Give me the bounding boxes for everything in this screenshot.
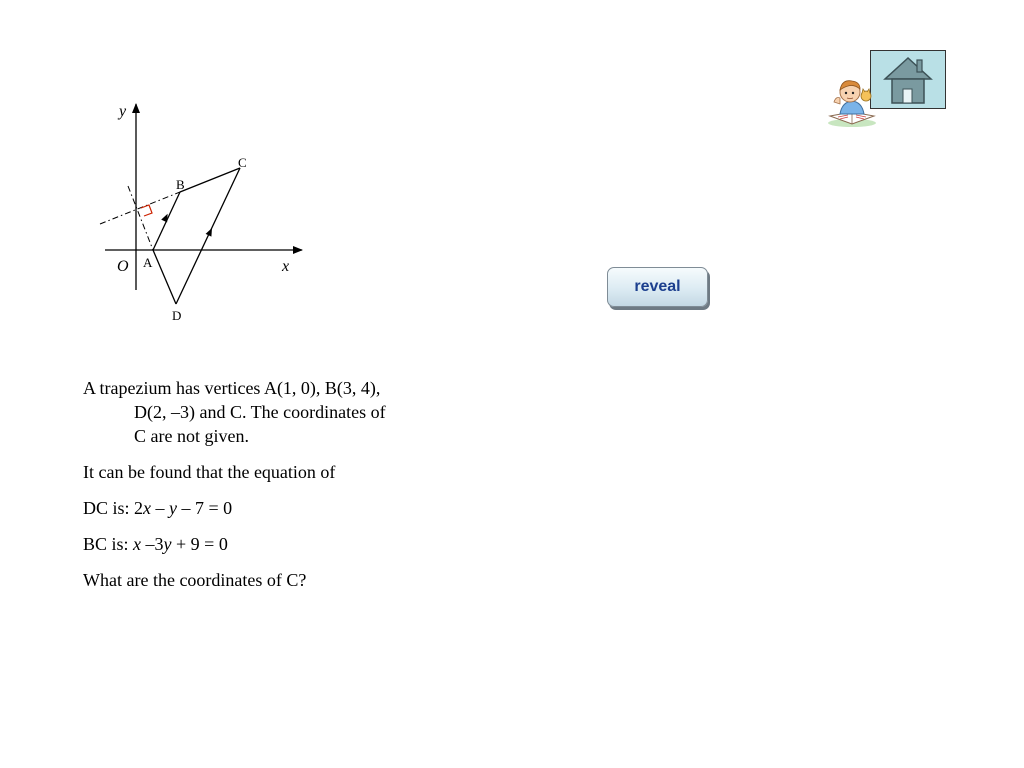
- side-da: [153, 250, 176, 304]
- question-line-2: D(2, –3) and C. The coordinates of: [134, 402, 386, 422]
- question-text: [83, 376, 443, 604]
- equation-bc: BC is: x –3y + 9 = 0: [83, 534, 228, 554]
- x-axis-label: x: [282, 258, 290, 275]
- question-line-3: C are not given.: [134, 426, 249, 446]
- point-c-label: C: [238, 155, 247, 170]
- side-cd: [176, 168, 240, 304]
- home-button[interactable]: [870, 50, 946, 109]
- parallel-arrow-ab: [161, 214, 167, 223]
- perpendicular-line-through-a: [128, 186, 153, 250]
- question-line-1: A trapezium has vertices A(1, 0), B(3, 4),: [83, 378, 381, 398]
- y-axis-label: y: [119, 103, 127, 120]
- question-paragraph-vertices: [83, 376, 443, 448]
- trapezium-diagram: [95, 95, 315, 330]
- point-b-label: B: [176, 177, 185, 192]
- equation-dc: DC is: 2x – y – 7 = 0: [83, 498, 233, 518]
- question-prompt: What are the coordinates of C?: [83, 570, 307, 590]
- question-paragraph-intro: It can be found that the equation of: [83, 462, 336, 482]
- point-d-label: D: [172, 308, 182, 323]
- reveal-button[interactable]: reveal: [607, 267, 708, 307]
- student-reading-icon: [826, 74, 878, 128]
- origin-label: O: [117, 258, 129, 275]
- parallel-arrow-dc: [206, 228, 212, 237]
- point-a-label: A: [143, 255, 153, 270]
- home-icon: [871, 51, 945, 108]
